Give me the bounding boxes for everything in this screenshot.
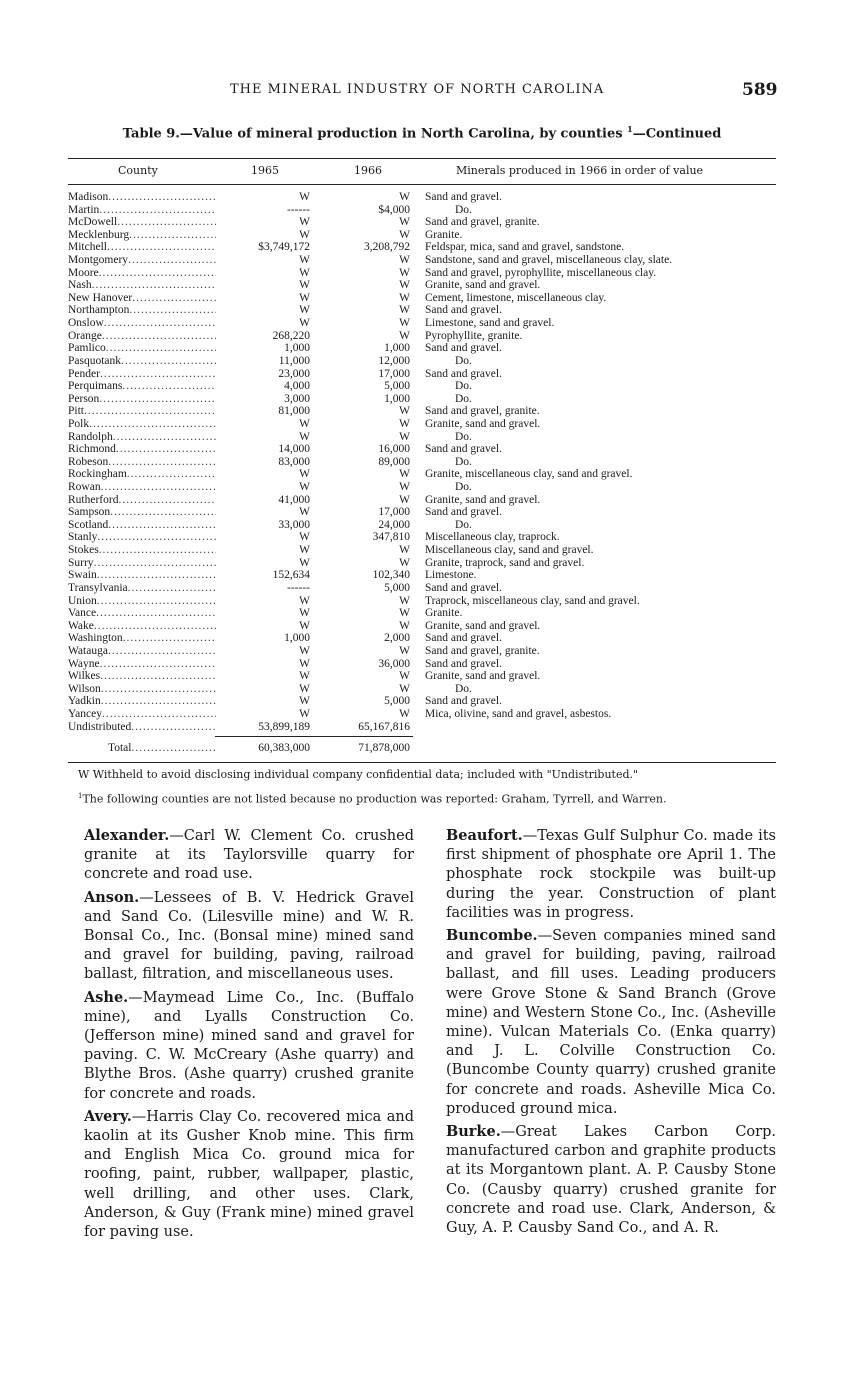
value-1966-cell: W xyxy=(399,594,410,607)
county-cell: Mecklenburg ..... xyxy=(68,229,216,242)
table-row xyxy=(68,405,776,418)
table-row xyxy=(68,569,776,582)
county-heading: Burke. xyxy=(446,1123,501,1141)
total-label: Total ..... xyxy=(108,742,216,754)
minerals-cell: Mica, olivine, sand and gravel, asbestos. xyxy=(425,707,612,720)
minerals-cell: Sand and gravel. xyxy=(425,342,502,355)
value-1966-cell: W xyxy=(399,607,410,620)
value-1965-cell: 81,000 xyxy=(278,405,310,418)
table-row xyxy=(68,317,776,330)
county-cell: Stokes ..... xyxy=(68,544,216,557)
county-cell: Mitchell ..... xyxy=(68,241,216,254)
county-paragraph xyxy=(84,1107,414,1242)
value-1965-cell: W xyxy=(299,304,310,317)
table-bottom-rule xyxy=(68,762,776,763)
county-paragraph xyxy=(84,826,414,885)
value-1965-cell: W xyxy=(299,279,310,292)
value-1965-cell: W xyxy=(299,254,310,267)
table-row xyxy=(68,557,776,570)
value-1966-cell: 65,167,816 xyxy=(358,720,410,733)
county-heading: Anson. xyxy=(84,888,140,906)
value-1966-cell: W xyxy=(399,644,410,657)
county-cell: Watauga ..... xyxy=(68,645,216,658)
minerals-cell: Granite, sand and gravel. xyxy=(425,619,541,632)
minerals-cell: Do. xyxy=(455,518,472,531)
value-1965-cell: W xyxy=(299,468,310,481)
minerals-cell: Sand and gravel. xyxy=(425,443,502,456)
value-1965-cell: 152,634 xyxy=(272,569,310,582)
value-1966-cell: W xyxy=(399,329,410,342)
value-1965-cell: W xyxy=(299,682,310,695)
county-cell: Scotland ..... xyxy=(68,519,216,532)
table-row xyxy=(68,380,776,393)
table-row xyxy=(68,456,776,469)
col-header-1965: 1965 xyxy=(251,164,279,177)
county-cell: Moore ..... xyxy=(68,267,216,280)
minerals-cell: Sand and gravel. xyxy=(425,506,502,519)
value-1966-cell: $4,000 xyxy=(378,203,410,216)
county-cell: Rockingham ..... xyxy=(68,468,216,481)
value-1966-cell: W xyxy=(399,254,410,267)
table-row xyxy=(68,292,776,305)
county-cell: Onslow ..... xyxy=(68,317,216,330)
county-cell: Richmond ..... xyxy=(68,443,216,456)
county-cell: Wayne ..... xyxy=(68,658,216,671)
county-heading: Avery. xyxy=(84,1107,132,1125)
value-1965-cell: W xyxy=(299,619,310,632)
body-column-left xyxy=(84,826,414,1245)
table-row xyxy=(68,645,776,658)
table-row xyxy=(68,607,776,620)
county-heading: Alexander. xyxy=(84,827,170,844)
county-cell: New Hanover ..... xyxy=(68,292,216,305)
county-paragraph xyxy=(84,888,414,985)
minerals-cell: Sand and gravel. xyxy=(425,191,502,203)
value-1966-cell: 5,000 xyxy=(384,695,410,708)
value-1965-cell: W xyxy=(299,216,310,229)
county-paragraph xyxy=(446,1122,776,1238)
table-title-footnote-mark: 1 xyxy=(627,124,633,134)
value-1966-cell: W xyxy=(399,481,410,494)
county-cell: Yadkin ..... xyxy=(68,695,216,708)
table-header xyxy=(68,164,776,182)
col-header-minerals: Minerals produced in 1966 in order of value xyxy=(456,164,704,177)
minerals-cell: Sand and gravel. xyxy=(425,657,502,670)
value-1966-cell: 3,208,792 xyxy=(364,241,410,254)
table-row xyxy=(68,531,776,544)
minerals-cell: Sand and gravel. xyxy=(425,632,502,645)
county-cell: Washington ..... xyxy=(68,632,216,645)
table-row xyxy=(68,683,776,696)
table-row xyxy=(68,519,776,532)
value-1966-cell: 102,340 xyxy=(372,569,410,582)
minerals-cell: Sand and gravel, pyrophyllite, miscellaneous clay. xyxy=(425,266,657,279)
table-row xyxy=(68,582,776,595)
county-paragraph xyxy=(446,926,776,1119)
table-row xyxy=(68,620,776,633)
minerals-cell: Do. xyxy=(455,455,472,468)
table-row xyxy=(68,481,776,494)
value-1966-cell: 12,000 xyxy=(378,354,410,367)
minerals-cell: Sand and gravel. xyxy=(425,304,502,317)
value-1965-cell: W xyxy=(299,657,310,670)
county-cell: Transylvania ..... xyxy=(68,582,216,595)
value-1965-cell: 11,000 xyxy=(278,354,310,367)
value-1966-cell: 1,000 xyxy=(384,342,410,355)
minerals-cell: Sand and gravel, granite. xyxy=(425,644,540,657)
table-row xyxy=(68,204,776,217)
minerals-cell: Sand and gravel. xyxy=(425,695,502,708)
value-1965-cell: 14,000 xyxy=(278,443,310,456)
value-1966-cell: 24,000 xyxy=(378,518,410,531)
county-cell: Pender ..... xyxy=(68,368,216,381)
table-row xyxy=(68,670,776,683)
value-1966-cell: 347,810 xyxy=(372,531,410,544)
value-1966-cell: 5,000 xyxy=(384,581,410,594)
value-1965-cell: W xyxy=(299,644,310,657)
county-paragraph-text: —Harris Clay Co. recovered mica and kaolin at its Gusher Knob mine. This firm and English Mica Co. ground mica for roofing, paint, rubber, wallpaper, plastic, well drilling, and other uses. Clark, Anderson, & Guy (Frank mine) mined gravel for paving use. xyxy=(84,1108,414,1241)
minerals-cell: Sandstone, sand and gravel, miscellaneous clay, slate. xyxy=(425,254,673,267)
minerals-cell: Do. xyxy=(455,481,472,494)
minerals-cell: Granite, miscellaneous clay, sand and gravel. xyxy=(425,468,633,481)
table-header-rule xyxy=(68,184,776,185)
county-cell: Swain ..... xyxy=(68,569,216,582)
county-cell: Robeson ..... xyxy=(68,456,216,469)
table-row xyxy=(68,468,776,481)
footnote xyxy=(78,790,778,806)
value-1965-cell: 4,000 xyxy=(284,380,310,393)
table-body xyxy=(68,191,776,733)
value-1966-cell: W xyxy=(399,291,410,304)
table-row xyxy=(68,506,776,519)
minerals-cell: Sand and gravel, granite. xyxy=(425,216,540,229)
value-1966-cell: W xyxy=(399,405,410,418)
table-row xyxy=(68,330,776,343)
total-1966: 71,878,000 xyxy=(358,742,410,754)
table-title xyxy=(68,124,776,141)
value-1965-cell: W xyxy=(299,607,310,620)
value-1966-cell: W xyxy=(399,619,410,632)
value-1966-cell: W xyxy=(399,317,410,330)
county-cell: Northampton ..... xyxy=(68,304,216,317)
table-row xyxy=(68,658,776,671)
minerals-cell: Miscellaneous clay, traprock. xyxy=(425,531,560,544)
minerals-cell: Do. xyxy=(455,392,472,405)
county-cell: Martin ..... xyxy=(68,204,216,217)
county-cell: Pamlico ..... xyxy=(68,342,216,355)
minerals-cell: Cement, limestone, miscellaneous clay. xyxy=(425,291,607,304)
value-1965-cell: W xyxy=(299,417,310,430)
value-1966-cell: W xyxy=(399,191,410,203)
table-row xyxy=(68,494,776,507)
minerals-cell: Do. xyxy=(455,682,472,695)
value-1966-cell: W xyxy=(399,228,410,241)
county-cell: Wilson ..... xyxy=(68,683,216,696)
value-1966-cell: 17,000 xyxy=(378,506,410,519)
minerals-cell: Limestone. xyxy=(425,569,477,582)
minerals-cell: Do. xyxy=(455,354,472,367)
value-1965-cell: 23,000 xyxy=(278,367,310,380)
value-1966-cell: 36,000 xyxy=(378,657,410,670)
table-row xyxy=(68,355,776,368)
table-row xyxy=(68,418,776,431)
page-number: 589 xyxy=(742,80,778,100)
value-1965-cell: W xyxy=(299,544,310,557)
value-1965-cell: W xyxy=(299,594,310,607)
table-row xyxy=(68,191,776,204)
county-paragraph-text: —Carl W. Clement Co. crushed granite at its Taylorsville quarry for concrete and road use. xyxy=(84,828,414,883)
value-1965-cell: W xyxy=(299,481,310,494)
table-row xyxy=(68,254,776,267)
county-cell: Orange ..... xyxy=(68,330,216,343)
running-head: THE MINERAL INDUSTRY OF NORTH CAROLINA xyxy=(230,82,605,97)
county-paragraph-text: —Texas Gulf Sulphur Co. made its first shipment of phosphate ore April 1. The phosphate rock stockpile was built-up during the year. Construction of plant facilities was in progress. xyxy=(446,828,776,921)
minerals-cell: Granite, sand and gravel. xyxy=(425,670,541,683)
value-1966-cell: W xyxy=(399,304,410,317)
minerals-cell: Granite, sand and gravel. xyxy=(425,279,541,292)
county-cell: Perquimans ..... xyxy=(68,380,216,393)
table-row xyxy=(68,721,776,734)
county-paragraph xyxy=(84,988,414,1104)
col-header-1966: 1966 xyxy=(354,164,382,177)
minerals-cell: Granite. xyxy=(425,607,463,620)
table-row xyxy=(68,241,776,254)
table-row xyxy=(68,229,776,242)
county-paragraph-text: —Seven companies mined sand and gravel for building, paving, railroad ballast, and fill uses. Leading producers were Grove Stone & Sand Branch (Grove mine) and Western Stone Co., Inc. (Asheville mine). Vulcan Materials Co. (Enka quarry) and J. L. Colville Construction Co. (Buncombe County quarry) crushed granite for concrete and roads. Asheville Mica Co. produced ground mica. xyxy=(446,928,776,1117)
county-cell: Wake ..... xyxy=(68,620,216,633)
value-1966-cell: W xyxy=(399,544,410,557)
county-cell: Stanly ..... xyxy=(68,531,216,544)
county-paragraph-text: —Maymead Lime Co., Inc. (Buffalo mine), and Lyalls Construction Co. (Jefferson mine) mined sand and gravel for paving. C. W. McCreary (Ashe quarry) and Blythe Bros. (Ashe quarry) crushed granite for concrete and roads. xyxy=(84,989,414,1102)
table-row xyxy=(68,443,776,456)
table-row xyxy=(68,708,776,721)
county-cell: Madison ..... xyxy=(68,191,216,204)
value-1966-cell: W xyxy=(399,556,410,569)
value-1965-cell: W xyxy=(299,317,310,330)
minerals-cell: Sand and gravel. xyxy=(425,581,502,594)
county-cell: Rowan ..... xyxy=(68,481,216,494)
col-header-county: County xyxy=(118,164,158,177)
minerals-cell: Granite, traprock, sand and gravel. xyxy=(425,556,585,569)
total-rule xyxy=(215,736,413,737)
withheld-note: W Withheld to avoid disclosing individual company confidential data; included with "Undistributed." xyxy=(78,768,639,781)
minerals-cell: Feldspar, mica, sand and gravel, sandstone. xyxy=(425,241,625,254)
value-1965-cell: 83,000 xyxy=(278,455,310,468)
minerals-cell: Granite, sand and gravel. xyxy=(425,493,541,506)
table-top-rule xyxy=(68,158,776,159)
minerals-cell: Granite. xyxy=(425,228,463,241)
value-1965-cell: 33,000 xyxy=(278,518,310,531)
value-1966-cell: 16,000 xyxy=(378,443,410,456)
county-cell: Union ..... xyxy=(68,595,216,608)
county-cell: Montgomery ..... xyxy=(68,254,216,267)
county-cell: McDowell ..... xyxy=(68,216,216,229)
value-1966-cell: W xyxy=(399,266,410,279)
value-1966-cell: W xyxy=(399,493,410,506)
value-1965-cell: 268,220 xyxy=(272,329,310,342)
value-1965-cell: 3,000 xyxy=(284,392,310,405)
value-1966-cell: W xyxy=(399,430,410,443)
county-cell: Polk ..... xyxy=(68,418,216,431)
table-row xyxy=(68,544,776,557)
table-row xyxy=(68,695,776,708)
footnote-text: The following counties are not listed because no production was reported: Graham, Tyrrell, and Warren. xyxy=(82,792,667,806)
value-1966-cell: 89,000 xyxy=(378,455,410,468)
total-row xyxy=(68,742,776,756)
minerals-cell: Limestone, sand and gravel. xyxy=(425,317,555,330)
value-1966-cell: 1,000 xyxy=(384,392,410,405)
value-1965-cell: W xyxy=(299,228,310,241)
value-1965-cell: 53,899,189 xyxy=(258,720,310,733)
value-1965-cell: W xyxy=(299,506,310,519)
value-1966-cell: W xyxy=(399,707,410,720)
value-1966-cell: 17,000 xyxy=(378,367,410,380)
county-cell: Rutherford ..... xyxy=(68,494,216,507)
value-1965-cell: ------ xyxy=(287,581,310,594)
value-1965-cell: $3,749,172 xyxy=(258,241,310,254)
value-1966-cell: W xyxy=(399,417,410,430)
value-1966-cell: W xyxy=(399,670,410,683)
body-column-right xyxy=(446,826,776,1241)
minerals-cell: Granite, sand and gravel. xyxy=(425,417,541,430)
value-1965-cell: W xyxy=(299,556,310,569)
county-cell: Sampson ..... xyxy=(68,506,216,519)
value-1965-cell: W xyxy=(299,430,310,443)
table-row xyxy=(68,431,776,444)
value-1965-cell: W xyxy=(299,670,310,683)
minerals-cell: Sand and gravel. xyxy=(425,367,502,380)
value-1965-cell: 41,000 xyxy=(278,493,310,506)
minerals-cell: Do. xyxy=(455,203,472,216)
county-cell: Person ..... xyxy=(68,393,216,406)
county-heading: Beaufort. xyxy=(446,827,523,844)
county-cell: Pasquotank ..... xyxy=(68,355,216,368)
minerals-cell: Sand and gravel, granite. xyxy=(425,405,540,418)
value-1965-cell: W xyxy=(299,291,310,304)
county-cell: Wilkes ..... xyxy=(68,670,216,683)
table-row xyxy=(68,304,776,317)
value-1966-cell: 5,000 xyxy=(384,380,410,393)
county-paragraph-text: —Great Lakes Carbon Corp. manufactured carbon and graphite products at its Morgantown plant. A. P. Causby Stone Co. (Causby quarry) crushed granite for concrete and road use. Clark, Anderson, & Guy, A. P. Causby Sand Co., and A. R. xyxy=(446,1124,776,1237)
county-paragraph xyxy=(446,826,776,923)
county-cell: Nash ..... xyxy=(68,279,216,292)
value-1965-cell: W xyxy=(299,707,310,720)
minerals-cell: Pyrophyllite, granite. xyxy=(425,329,523,342)
table-title-text: Table 9.—Value of mineral production in North Carolina, by counties xyxy=(122,126,623,142)
value-1965-cell: ------ xyxy=(287,203,310,216)
county-cell: Randolph ..... xyxy=(68,431,216,444)
value-1965-cell: W xyxy=(299,695,310,708)
value-1966-cell: 2,000 xyxy=(384,632,410,645)
table-row xyxy=(68,393,776,406)
footnote-mark: 1 xyxy=(78,792,83,800)
value-1966-cell: W xyxy=(399,216,410,229)
value-1965-cell: W xyxy=(299,531,310,544)
county-heading: Ashe. xyxy=(84,988,129,1006)
value-1965-cell: 1,000 xyxy=(284,342,310,355)
value-1965-cell: W xyxy=(299,191,310,203)
table-row xyxy=(68,595,776,608)
minerals-cell: Traprock, miscellaneous clay, sand and gravel. xyxy=(425,594,640,607)
county-cell: Undistributed ..... xyxy=(68,721,216,734)
minerals-cell: Do. xyxy=(455,430,472,443)
county-paragraph-text: —Lessees of B. V. Hedrick Gravel and Sand Co. (Lilesville mine) and W. R. Bonsal Co., Inc. (Bonsal mine) mined sand and gravel for building, paving, railroad ballast, filtration, and miscellaneous uses. xyxy=(84,889,414,983)
county-cell: Surry ..... xyxy=(68,557,216,570)
table-row xyxy=(68,216,776,229)
table-title-suffix: —Continued xyxy=(632,126,722,142)
value-1965-cell: 1,000 xyxy=(284,632,310,645)
value-1966-cell: W xyxy=(399,468,410,481)
table-row xyxy=(68,267,776,280)
county-heading: Buncombe. xyxy=(446,927,538,945)
county-cell: Pitt ..... xyxy=(68,405,216,418)
minerals-cell: Miscellaneous clay, sand and gravel. xyxy=(425,544,594,557)
table-row xyxy=(68,368,776,381)
county-cell: Vance ..... xyxy=(68,607,216,620)
county-cell: Yancey ..... xyxy=(68,708,216,721)
total-1965: 60,383,000 xyxy=(258,742,310,754)
value-1966-cell: W xyxy=(399,279,410,292)
table-row xyxy=(68,632,776,645)
table-row xyxy=(68,279,776,292)
value-1965-cell: W xyxy=(299,266,310,279)
table-row xyxy=(68,342,776,355)
value-1966-cell: W xyxy=(399,682,410,695)
minerals-cell: Do. xyxy=(455,380,472,393)
